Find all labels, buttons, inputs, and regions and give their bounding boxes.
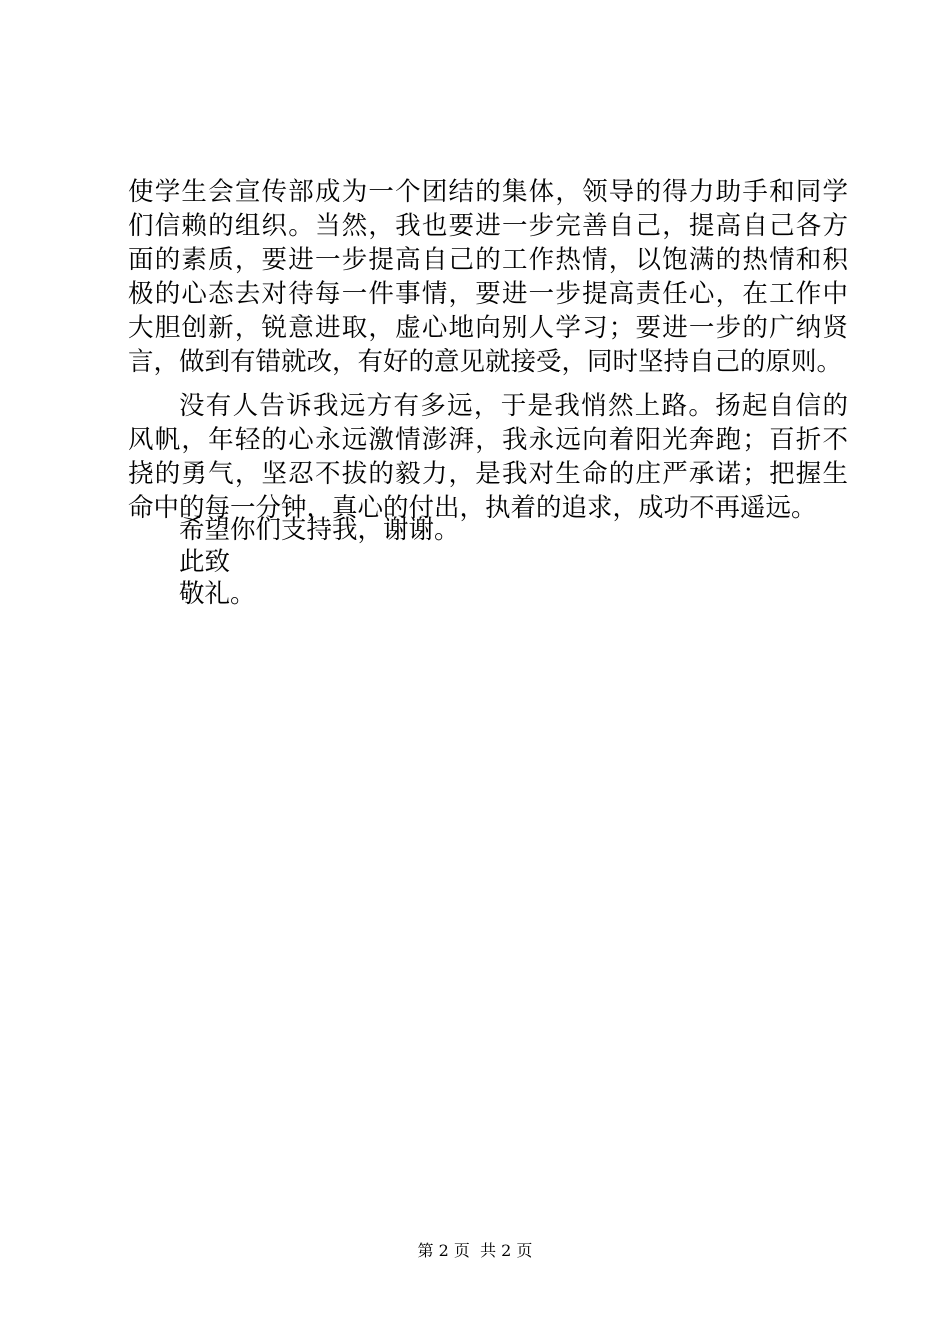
paragraph-2-line-4: 命中的每一分钟，真心的付出，执着的追求，成功不再遥远。 <box>128 493 817 523</box>
paragraph-1-line-1: 使学生会宣传部成为一个团结的集体，领导的得力助手和同学 <box>128 177 848 207</box>
paragraph-2-line-3: 挠的勇气，坚忍不拔的毅力，是我对生命的庄严承诺；把握生 <box>128 459 848 489</box>
closing-hope: 希望你们支持我，谢谢。 <box>179 515 460 545</box>
closing-regards: 敬礼。 <box>179 579 256 609</box>
page-number-footer: 第 2 页 共 2 页 <box>417 1241 533 1260</box>
paragraph-1-line-5: 大胆创新，锐意进取，虚心地向别人学习；要进一步的广纳贤 <box>128 313 848 343</box>
paragraph-2-line-2: 风帆，年轻的心永远激情澎湃，我永远向着阳光奔跑；百折不 <box>128 425 848 455</box>
paragraph-1-line-3: 面的素质，要进一步提高自己的工作热情，以饱满的热情和积 <box>128 245 848 275</box>
closing-salutation: 此致 <box>179 547 231 577</box>
paragraph-1-line-2: 们信赖的组织。当然，我也要进一步完善自己，提高自己各方 <box>128 211 848 241</box>
paragraph-1-line-4: 极的心态去对待每一件事情，要进一步提高责任心，在工作中 <box>128 279 848 309</box>
paragraph-1-line-6: 言，做到有错就改，有好的意见就接受，同时坚持自己的原则。 <box>128 347 843 377</box>
paragraph-2-line-1: 没有人告诉我远方有多远，于是我悄然上路。扬起自信的 <box>179 391 848 421</box>
